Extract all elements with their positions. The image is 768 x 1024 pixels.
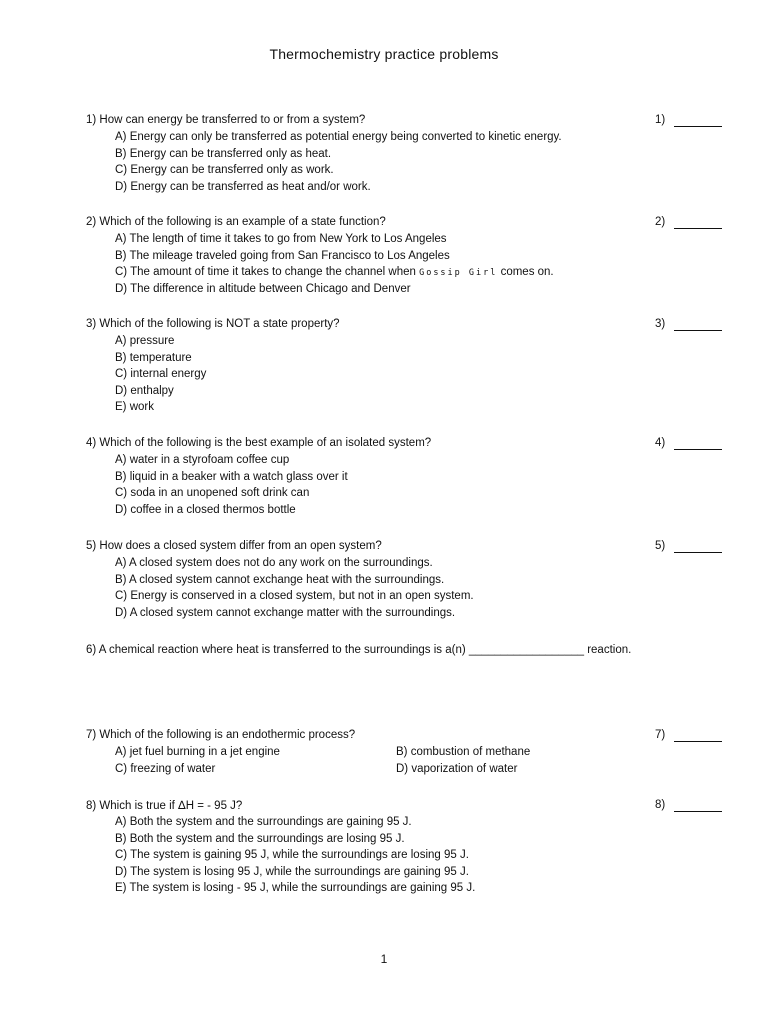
question-8-option-d: D) The system is losing 95 J, while the surroundings are gaining 95 J. [115, 865, 469, 878]
question-3-option-d: D) enthalpy [115, 384, 174, 397]
question-1 [86, 112, 726, 195]
answer-blank-5[interactable] [674, 552, 722, 553]
answer-blank-7[interactable] [674, 741, 722, 742]
question-4-option-a: A) water in a styrofoam coffee cup [115, 454, 290, 466]
question-1-option-c: C) Energy can be transferred only as work. [115, 164, 334, 176]
question-4-option-c: C) soda in an unopened soft drink can [115, 487, 310, 499]
question-1-option-b: B) Energy can be transferred only as heat. [115, 147, 332, 160]
question-8-option-e: E) The system is losing - 95 J, while the surroundings are gaining 95 J. [115, 882, 476, 894]
question-8 [86, 797, 726, 897]
question-1-stem: 1) How can energy be transferred to or from a system? [86, 114, 366, 126]
question-7-row-1 [86, 744, 726, 761]
page-number: 1 [380, 952, 388, 966]
question-3-option-e: E) work [115, 401, 154, 413]
question-7 [86, 727, 726, 777]
answer-blank-8[interactable] [674, 811, 722, 812]
delta-symbol: ∆ [178, 798, 186, 812]
question-1-option-d: D) Energy can be transferred as heat and/or work. [115, 180, 371, 193]
answer-number-2: 2) [655, 216, 666, 228]
question-7-option-d: D) vaporization of water [396, 762, 518, 775]
question-7-option-a: A) jet fuel burning in a jet engine [115, 746, 280, 758]
question-2-option-b: B) The mileage traveled going from San Francisco to Los Angeles [115, 249, 450, 262]
question-3 [86, 316, 726, 416]
question-5-stem: 5) How does a closed system differ from an open system? [86, 540, 382, 552]
question-8-option-c: C) The system is gaining 95 J, while the surroundings are losing 95 J. [115, 849, 469, 861]
question-8-stem-prefix: 8) Which is true if [86, 800, 179, 812]
question-5-option-b: B) A closed system cannot exchange heat with the surroundings. [115, 573, 445, 586]
question-2-option-a: A) The length of time it takes to go from New York to Los Angeles [115, 233, 447, 245]
answer-blank-2[interactable] [674, 228, 722, 229]
question-4-option-d: D) coffee in a closed thermos bottle [115, 503, 296, 516]
question-7-option-c: C) freezing of water [115, 762, 216, 775]
answer-number-5: 5) [655, 540, 666, 552]
question-5-option-c: C) Energy is conserved in a closed system, but not in an open system. [115, 590, 474, 602]
answer-number-1: 1) [655, 114, 666, 126]
question-3-stem: 3) Which of the following is NOT a state property? [86, 318, 340, 330]
question-1-option-a: A) Energy can only be transferred as potential energy being converted to kinetic energy. [115, 131, 562, 143]
question-7-row-2 [86, 761, 726, 778]
question-2-stem: 2) Which of the following is an example of a state function? [86, 216, 386, 228]
question-4 [86, 435, 726, 518]
answer-blank-1[interactable] [674, 126, 722, 127]
question-8-stem [86, 797, 726, 814]
question-6 [86, 642, 726, 659]
question-5-option-a: A) A closed system does not do any work on the surroundings. [115, 557, 433, 569]
question-8-option-b: B) Both the system and the surroundings are losing 95 J. [115, 832, 405, 845]
answer-blank-3[interactable] [674, 330, 722, 331]
question-3-option-c: C) internal energy [115, 368, 207, 380]
question-4-stem: 4) Which of the following is the best example of an isolated system? [86, 437, 432, 449]
answer-number-7: 7) [655, 729, 666, 741]
option-c-text-before: C) The amount of time it takes to change the channel when [115, 266, 420, 278]
question-5 [86, 538, 726, 621]
question-7-option-b: B) combustion of methane [396, 746, 531, 758]
page-title: Thermochemistry practice problems [269, 46, 499, 62]
question-2-option-c [86, 264, 726, 281]
show-title: Gossip Girl [419, 268, 498, 278]
option-c-text-after: comes on. [497, 266, 554, 278]
answer-number-8: 8) [655, 799, 666, 811]
answer-number-4: 4) [655, 437, 666, 449]
question-2-option-d: D) The difference in altitude between Chicago and Denver [115, 282, 411, 295]
question-6-stem: 6) A chemical reaction where heat is transferred to the surroundings is a(n) __________________ reaction. [86, 644, 632, 656]
question-5-option-d: D) A closed system cannot exchange matter with the surroundings. [115, 606, 456, 619]
question-3-option-a: A) pressure [115, 335, 175, 347]
question-4-option-b: B) liquid in a beaker with a watch glass over it [115, 470, 348, 483]
question-3-option-b: B) temperature [115, 351, 192, 364]
question-8-option-a: A) Both the system and the surroundings are gaining 95 J. [115, 816, 412, 828]
question-8-stem-suffix: H = - 95 J? [185, 800, 243, 812]
answer-number-3: 3) [655, 318, 666, 330]
question-2 [86, 214, 726, 297]
question-7-stem: 7) Which of the following is an endothermic process? [86, 729, 356, 741]
answer-blank-4[interactable] [674, 449, 722, 450]
